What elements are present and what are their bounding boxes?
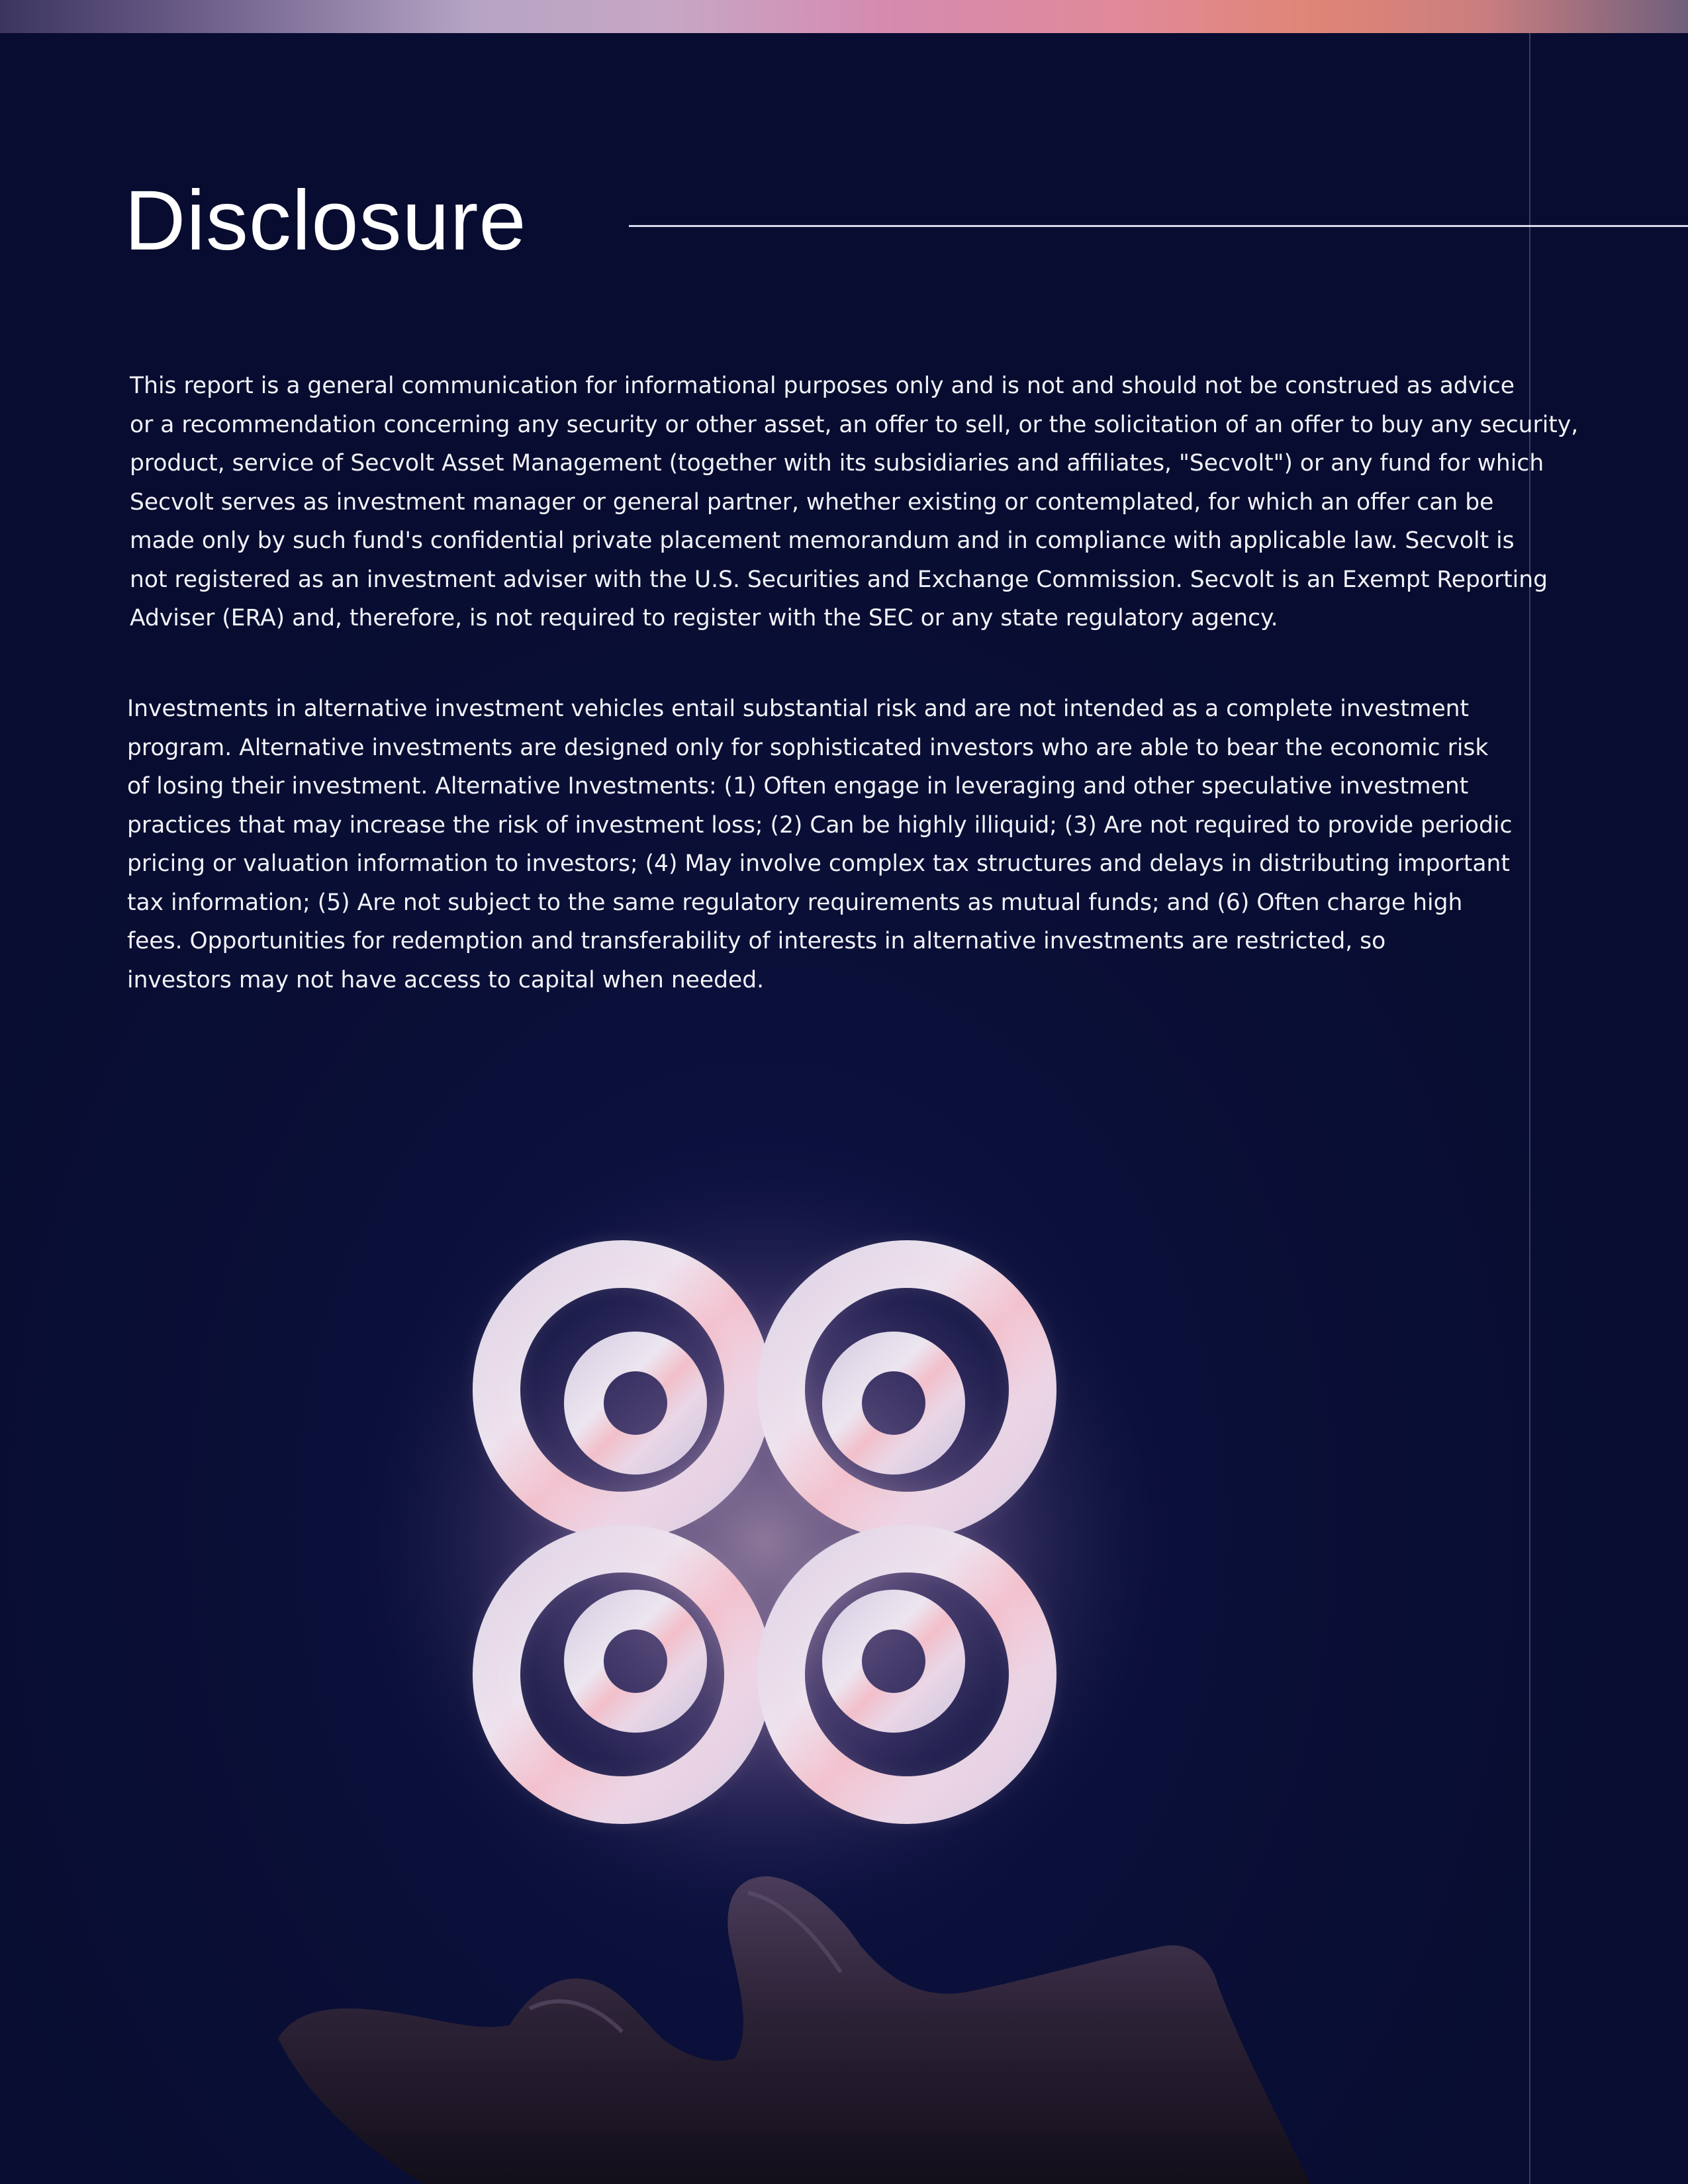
page-title: Disclosure bbox=[124, 173, 527, 268]
paragraph-line: This report is a general communication for informational purposes only and is not and should not be construed as advice bbox=[130, 373, 1515, 399]
title-divider bbox=[629, 225, 1688, 227]
paragraph-line: investors may not have access to capital when needed. bbox=[127, 966, 765, 993]
open-hand-icon bbox=[278, 1876, 1311, 2184]
paragraph-line: of losing their investment. Alternative Investments: (1) Often engage in leveraging and other speculative investment bbox=[127, 773, 1469, 799]
paragraph-line: or a recommendation concerning any security or other asset, an offer to sell, or the solicitation of an offer to buy any security, bbox=[130, 411, 1579, 438]
paragraph-line: product, service of Secvolt Asset Management (together with its subsidiaries and affiliates, "Secvolt") or any fund for which bbox=[130, 450, 1544, 477]
paragraph-line: practices that may increase the risk of investment loss; (2) Can be highly illiquid; (3) Are not required to provide periodic bbox=[127, 811, 1513, 839]
paragraph-line: made only by such fund's confidential private placement memorandum and in compliance with applicable law. Secvolt is bbox=[130, 527, 1515, 554]
paragraph-line: Adviser (ERA) and, therefore, is not required to register with the SEC or any state regulatory agency. bbox=[130, 605, 1278, 631]
logo-glow bbox=[341, 1132, 1188, 1952]
paragraph-line: Secvolt serves as investment manager or general partner, whether existing or contemplated, for which an offer can be bbox=[130, 488, 1494, 516]
paragraph-line: program. Alternative investments are designed only for sophisticated investors who are able to bear the economic risk bbox=[127, 734, 1489, 761]
top-gradient-band bbox=[0, 0, 1688, 33]
paragraph-line: fees. Opportunities for redemption and transferability of interests in alternative investments are restricted, so bbox=[127, 928, 1386, 954]
paragraph-line: Investments in alternative investment vehicles entail substantial risk and are not intended as a complete investment bbox=[127, 696, 1470, 722]
disclosure-paragraph-2 bbox=[127, 690, 1512, 999]
paragraph-line: pricing or valuation information to investors; (4) May involve complex tax structures and delays in distributing important bbox=[127, 850, 1510, 877]
disclosure-paragraph-1 bbox=[130, 367, 1578, 638]
paragraph-line: tax information; (5) Are not subject to the same regulatory requirements as mutual funds; and (6) Often charge high bbox=[127, 889, 1463, 916]
paragraph-line: not registered as an investment adviser with the U.S. Securities and Exchange Commission. Secvolt is an Exempt Reporting bbox=[130, 566, 1548, 593]
logo-illustration bbox=[0, 1125, 1688, 2184]
